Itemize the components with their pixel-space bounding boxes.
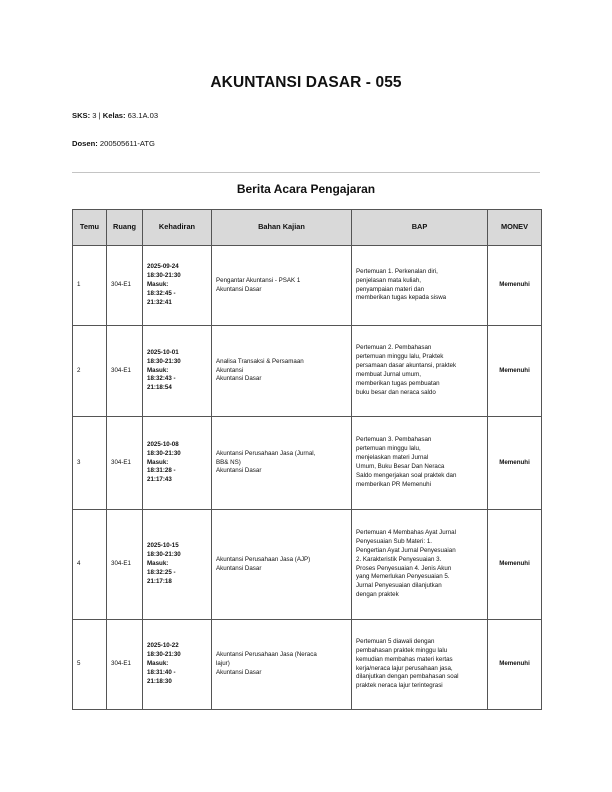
section-divider: [72, 172, 540, 173]
sks-label: SKS:: [72, 111, 91, 120]
cell-kehadiran-line: 21:17:43: [147, 476, 172, 484]
cell-bap-line: penjelasan mata kuliah,: [356, 276, 422, 284]
cell-bahan-kajian-line: Analisa Transaksi & Persamaan: [216, 357, 304, 365]
cell-bap-line: menjelaskan materi Jurnal: [356, 454, 429, 462]
cell-bap: [352, 326, 488, 417]
cell-bahan-kajian-line: lajur): [216, 660, 230, 667]
dosen-value: 200505611-ATG: [99, 139, 155, 148]
cell-bap-line: Proses Penyesuaian 4. Jenis Akun: [356, 564, 452, 572]
cell-bahan-kajian-line: Akuntansi: [216, 366, 244, 374]
cell-kehadiran-line: 2025-10-08: [147, 440, 179, 448]
cell-kehadiran-line: 18:32:43 -: [147, 375, 176, 383]
cell-bahan-kajian: [212, 246, 352, 326]
cell-bap-line: memberikan tugas kepada siswa: [356, 294, 447, 302]
cell-temu: 2: [73, 326, 107, 417]
cell-kehadiran-line: Masuk:: [147, 366, 169, 374]
cell-bap-line: persamaan dasar akuntansi, praktek: [356, 362, 457, 370]
cell-kehadiran-line: 21:18:54: [147, 384, 172, 392]
cell-monev: Memenuhi: [488, 417, 542, 510]
section-title: Berita Acara Pengajaran: [236, 182, 376, 196]
cell-kehadiran-line: 18:30-21:30: [147, 651, 181, 659]
cell-temu: 4: [73, 510, 107, 620]
cell-bahan-kajian: [212, 326, 352, 417]
bap-table: [72, 209, 542, 710]
cell-bap-line: Pertemuan 3. Pembahasan: [356, 436, 432, 444]
cell-bap-line: dengan praktek: [356, 591, 399, 599]
kelas-value: 63.1A.03: [127, 111, 159, 120]
cell-bap-line: Umum, Buku Besar Dan Neraca: [356, 463, 445, 470]
cell-kehadiran-line: 18:30-21:30: [147, 551, 181, 559]
cell-kehadiran-line: 2025-10-01: [147, 348, 179, 356]
cell-bap-line: membuat Jurnal umum,: [356, 371, 421, 378]
cell-bahan-kajian-line: Akuntansi Dasar: [216, 285, 262, 293]
cell-temu: 5: [73, 620, 107, 710]
cell-bap-line: Pertemuan 1. Perkenalan diri,: [356, 267, 438, 275]
cell-ruang: 304-E1: [107, 620, 143, 710]
cell-ruang: 304-E1: [107, 326, 143, 417]
table-row: [73, 326, 542, 417]
course-title: AKUNTANSI DASAR - 055: [210, 74, 402, 91]
cell-bap-line: memberikan PR Memenuhi: [356, 480, 431, 488]
cell-kehadiran: [143, 246, 212, 326]
cell-bahan-kajian-line: Akuntansi Dasar: [216, 467, 262, 475]
cell-bahan-kajian-line: Akuntansi Dasar: [216, 668, 262, 676]
cell-kehadiran-line: Masuk:: [147, 458, 169, 466]
cell-bap: [352, 246, 488, 326]
cell-kehadiran-line: 18:31:40 -: [147, 668, 176, 676]
cell-bahan-kajian-line: Akuntansi Perusahaan Jasa (Jurnal,: [216, 449, 316, 457]
course-meta-sks-kelas: [72, 111, 158, 120]
cell-bap-line: Saldo mengerjakan soal praktek dan: [356, 471, 457, 479]
meta-separator: |: [98, 111, 101, 120]
cell-kehadiran-line: Masuk:: [147, 660, 169, 667]
column-header-bap: BAP: [352, 210, 488, 246]
cell-ruang: 304-E1: [107, 417, 143, 510]
cell-bap-line: buku besar dan neraca saldo: [356, 388, 436, 396]
cell-kehadiran: [143, 620, 212, 710]
cell-kehadiran-line: 2025-10-22: [147, 642, 179, 650]
cell-bahan-kajian-line: Pengantar Akuntansi - PSAK 1: [216, 276, 301, 284]
cell-kehadiran-line: 18:30-21:30: [147, 357, 181, 365]
table-row: [73, 620, 542, 710]
cell-bahan-kajian: [212, 510, 352, 620]
cell-bap-line: Pertemuan 4 Membahas Ayat Jurnal: [356, 528, 456, 536]
cell-bap-line: Penyesuaian Sub Materi: 1.: [356, 537, 433, 545]
table-header-row: [73, 210, 542, 246]
column-header-kehadiran: Kehadiran: [143, 210, 212, 246]
table-row: [73, 246, 542, 326]
cell-kehadiran-line: 21:32:41: [147, 298, 172, 306]
cell-monev: Memenuhi: [488, 620, 542, 710]
table-row: [73, 417, 542, 510]
cell-bap-line: Pertemuan 2. Pembahasan: [356, 344, 432, 352]
course-meta-dosen: [72, 139, 155, 148]
cell-kehadiran-line: Masuk:: [147, 560, 169, 567]
cell-bap: [352, 417, 488, 510]
cell-temu: 3: [73, 417, 107, 510]
cell-bap-line: 2. Karakteristik Penyesuaian 3.: [356, 555, 442, 563]
cell-bahan-kajian-line: Akuntansi Dasar: [216, 375, 262, 383]
cell-bahan-kajian-line: Akuntansi Dasar: [216, 564, 262, 572]
cell-kehadiran: [143, 510, 212, 620]
cell-kehadiran-line: Masuk:: [147, 281, 169, 288]
cell-kehadiran-line: 21:17:18: [147, 577, 172, 585]
column-header-bahan-kajian: Bahan Kajian: [212, 210, 352, 246]
cell-bahan-kajian: [212, 417, 352, 510]
cell-monev: Memenuhi: [488, 246, 542, 326]
cell-bap-line: Pertemuan 5 diawali dengan: [356, 637, 435, 645]
cell-bahan-kajian: [212, 620, 352, 710]
cell-bap-line: pertemuan minggu lalu,: [356, 445, 421, 453]
cell-ruang: 304-E1: [107, 510, 143, 620]
table-row: [73, 510, 542, 620]
cell-bap-line: kemudian membahas materi kertas: [356, 655, 453, 663]
cell-kehadiran-line: 18:31:28 -: [147, 467, 176, 475]
cell-bap-line: pertemuan minggu lalu, Praktek: [356, 353, 444, 361]
cell-bap: [352, 510, 488, 620]
cell-kehadiran-line: 18:30-21:30: [147, 449, 181, 457]
cell-bap-line: Jurnal Penyesuaian dilanjutkan: [356, 582, 442, 590]
cell-bap-line: penyampaian materi dan: [356, 285, 425, 293]
cell-bap-line: Pengertian Ayat Jurnal Penyesuaian: [356, 546, 456, 554]
cell-kehadiran-line: 2025-09-24: [147, 263, 179, 271]
cell-kehadiran-line: 21:18:30: [147, 677, 172, 685]
column-header-temu: Temu: [73, 210, 107, 246]
cell-bahan-kajian-line: BB& NS): [216, 458, 241, 466]
dosen-label: Dosen:: [72, 139, 98, 148]
cell-bahan-kajian-line: Akuntansi Perusahaan Jasa (AJP): [216, 555, 311, 563]
kelas-label: Kelas:: [102, 111, 126, 120]
cell-kehadiran: [143, 417, 212, 510]
cell-bahan-kajian-line: Akuntansi Perusahaan Jasa (Neraca: [216, 651, 317, 659]
cell-monev: Memenuhi: [488, 326, 542, 417]
column-header-monev: MONEV: [488, 210, 542, 246]
cell-ruang: 304-E1: [107, 246, 143, 326]
cell-bap-line: praktek neraca lajur terintegrasi: [356, 682, 443, 690]
cell-monev: Memenuhi: [488, 510, 542, 620]
column-header-ruang: Ruang: [107, 210, 143, 246]
cell-kehadiran-line: 18:30-21:30: [147, 272, 181, 280]
sks-value: 3: [92, 111, 97, 120]
cell-bap-line: dilanjutkan dengan pembahasan soal: [356, 673, 459, 681]
cell-temu: 1: [73, 246, 107, 326]
cell-kehadiran: [143, 326, 212, 417]
cell-bap-line: pembahasan praktek minggu lalu: [356, 646, 448, 654]
cell-kehadiran-line: 18:32:45 -: [147, 289, 176, 297]
cell-bap-line: kerja/neraca lajur perusahaan jasa,: [356, 664, 453, 672]
cell-kehadiran-line: 18:32:25 -: [147, 568, 176, 576]
cell-kehadiran-line: 2025-10-15: [147, 542, 179, 550]
cell-bap: [352, 620, 488, 710]
cell-bap-line: memberikan tugas pembuatan: [356, 379, 440, 387]
cell-bap-line: yang Memerlukan Penyesuaian 5.: [356, 573, 450, 581]
